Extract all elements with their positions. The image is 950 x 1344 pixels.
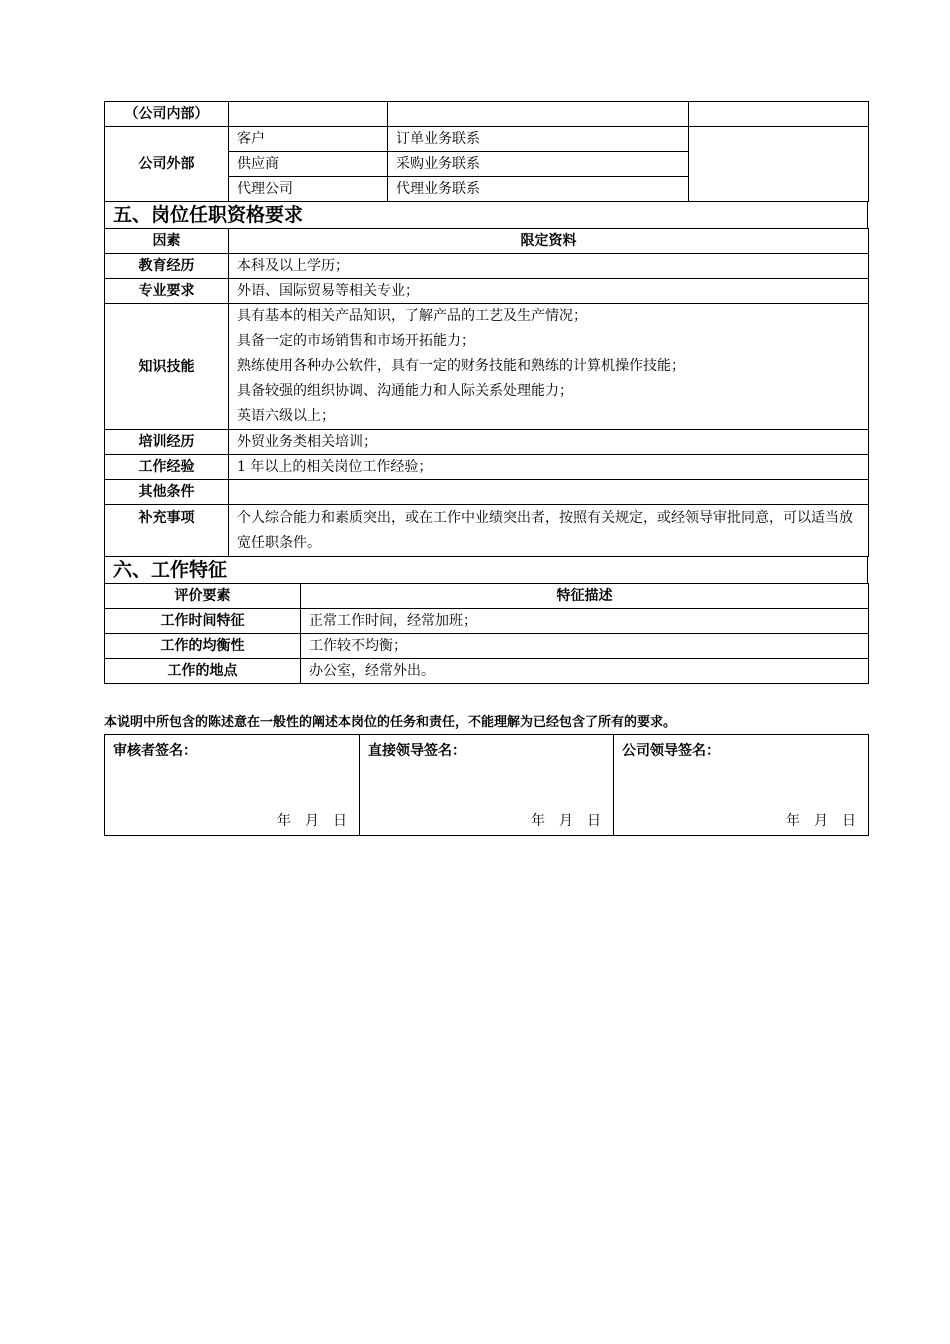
external-extra-cell bbox=[689, 127, 869, 202]
external-content: 订单业务联系 bbox=[388, 127, 689, 152]
header-desc: 特征描述 bbox=[301, 584, 869, 609]
knowledge-value bbox=[229, 304, 869, 430]
feature-label: 工作的地点 bbox=[105, 659, 301, 684]
knowledge-line: 具备较强的组织协调、沟通能力和人际关系处理能力； bbox=[237, 383, 573, 399]
qualification-table bbox=[104, 228, 869, 557]
direct-leader-signature-cell bbox=[360, 735, 614, 836]
training-value: 外贸业务类相关培训； bbox=[229, 430, 869, 455]
date-year: 年 bbox=[531, 813, 547, 829]
education-label: 教育经历 bbox=[105, 254, 229, 279]
header-factor: 因素 bbox=[105, 229, 229, 254]
other-label: 其他条件 bbox=[105, 480, 229, 505]
training-row bbox=[105, 430, 869, 455]
date-day: 日 bbox=[333, 813, 349, 829]
signature-date bbox=[265, 809, 349, 833]
external-party: 代理公司 bbox=[229, 177, 388, 202]
feature-value: 正常工作时间，经常加班； bbox=[301, 609, 869, 634]
internal-party-cell bbox=[229, 102, 388, 127]
qualification-header-row bbox=[105, 229, 869, 254]
other-value bbox=[229, 480, 869, 505]
other-row bbox=[105, 480, 869, 505]
external-label: 公司外部 bbox=[105, 127, 229, 202]
experience-value: 1 年以上的相关岗位工作经验； bbox=[229, 455, 869, 480]
external-content: 采购业务联系 bbox=[388, 152, 689, 177]
internal-extra-cell bbox=[689, 102, 869, 127]
signature-row bbox=[105, 735, 869, 836]
direct-leader-signature-label: 直接领导签名： bbox=[368, 743, 466, 759]
experience-row bbox=[105, 455, 869, 480]
reviewer-signature-label: 审核者签名： bbox=[113, 743, 197, 759]
feature-label: 工作的均衡性 bbox=[105, 634, 301, 659]
knowledge-label: 知识技能 bbox=[105, 304, 229, 430]
feature-value: 办公室，经常外出。 bbox=[301, 659, 869, 684]
internal-content-cell bbox=[388, 102, 689, 127]
major-label: 专业要求 bbox=[105, 279, 229, 304]
supplement-value: 个人综合能力和素质突出，或在工作中业绩突出者，按照有关规定，或经领导审批同意，可以适当放宽任职条件。 bbox=[229, 505, 869, 557]
external-row-1 bbox=[105, 127, 869, 152]
header-factor: 评价要素 bbox=[105, 584, 301, 609]
date-year: 年 bbox=[786, 813, 802, 829]
date-day: 日 bbox=[587, 813, 603, 829]
date-year: 年 bbox=[277, 813, 293, 829]
external-party: 客户 bbox=[229, 127, 388, 152]
knowledge-line: 具备一定的市场销售和市场开拓能力； bbox=[237, 333, 475, 349]
signature-table bbox=[104, 734, 869, 836]
feature-label: 工作时间特征 bbox=[105, 609, 301, 634]
signature-date bbox=[774, 809, 858, 833]
work-feature-table bbox=[104, 583, 869, 684]
internal-row bbox=[105, 102, 869, 127]
experience-label: 工作经验 bbox=[105, 455, 229, 480]
knowledge-line: 具有基本的相关产品知识，了解产品的工艺及生产情况； bbox=[237, 308, 587, 324]
supplement-row bbox=[105, 505, 869, 557]
external-party: 供应商 bbox=[229, 152, 388, 177]
reviewer-signature-cell bbox=[105, 735, 360, 836]
knowledge-line: 英语六级以上； bbox=[237, 408, 335, 424]
signature-date bbox=[519, 809, 603, 833]
date-month: 月 bbox=[305, 813, 321, 829]
job-description-page bbox=[104, 101, 868, 836]
major-row bbox=[105, 279, 869, 304]
disclaimer-note: 本说明中所包含的陈述意在一般性的阐述本岗位的任务和责任，不能理解为已经包含了所有的要求。 bbox=[104, 715, 677, 730]
section6-title: 六、工作特征 bbox=[104, 557, 868, 583]
feature-row bbox=[105, 634, 869, 659]
knowledge-line: 熟练使用各种办公软件，具有一定的财务技能和熟练的计算机操作技能； bbox=[237, 358, 685, 374]
company-leader-signature-cell bbox=[614, 735, 869, 836]
education-row bbox=[105, 254, 869, 279]
knowledge-row bbox=[105, 304, 869, 430]
education-value: 本科及以上学历； bbox=[229, 254, 869, 279]
internal-label: （公司内部） bbox=[105, 102, 229, 127]
date-month: 月 bbox=[559, 813, 575, 829]
date-month: 月 bbox=[814, 813, 830, 829]
date-day: 日 bbox=[842, 813, 858, 829]
relations-table bbox=[104, 101, 869, 202]
major-value: 外语、国际贸易等相关专业； bbox=[229, 279, 869, 304]
supplement-label: 补充事项 bbox=[105, 505, 229, 557]
training-label: 培训经历 bbox=[105, 430, 229, 455]
feature-row bbox=[105, 609, 869, 634]
company-leader-signature-label: 公司领导签名： bbox=[622, 743, 720, 759]
header-content: 限定资料 bbox=[229, 229, 869, 254]
section5-title: 五、岗位任职资格要求 bbox=[104, 202, 868, 228]
feature-value: 工作较不均衡； bbox=[301, 634, 869, 659]
external-content: 代理业务联系 bbox=[388, 177, 689, 202]
feature-row bbox=[105, 659, 869, 684]
feature-header-row bbox=[105, 584, 869, 609]
